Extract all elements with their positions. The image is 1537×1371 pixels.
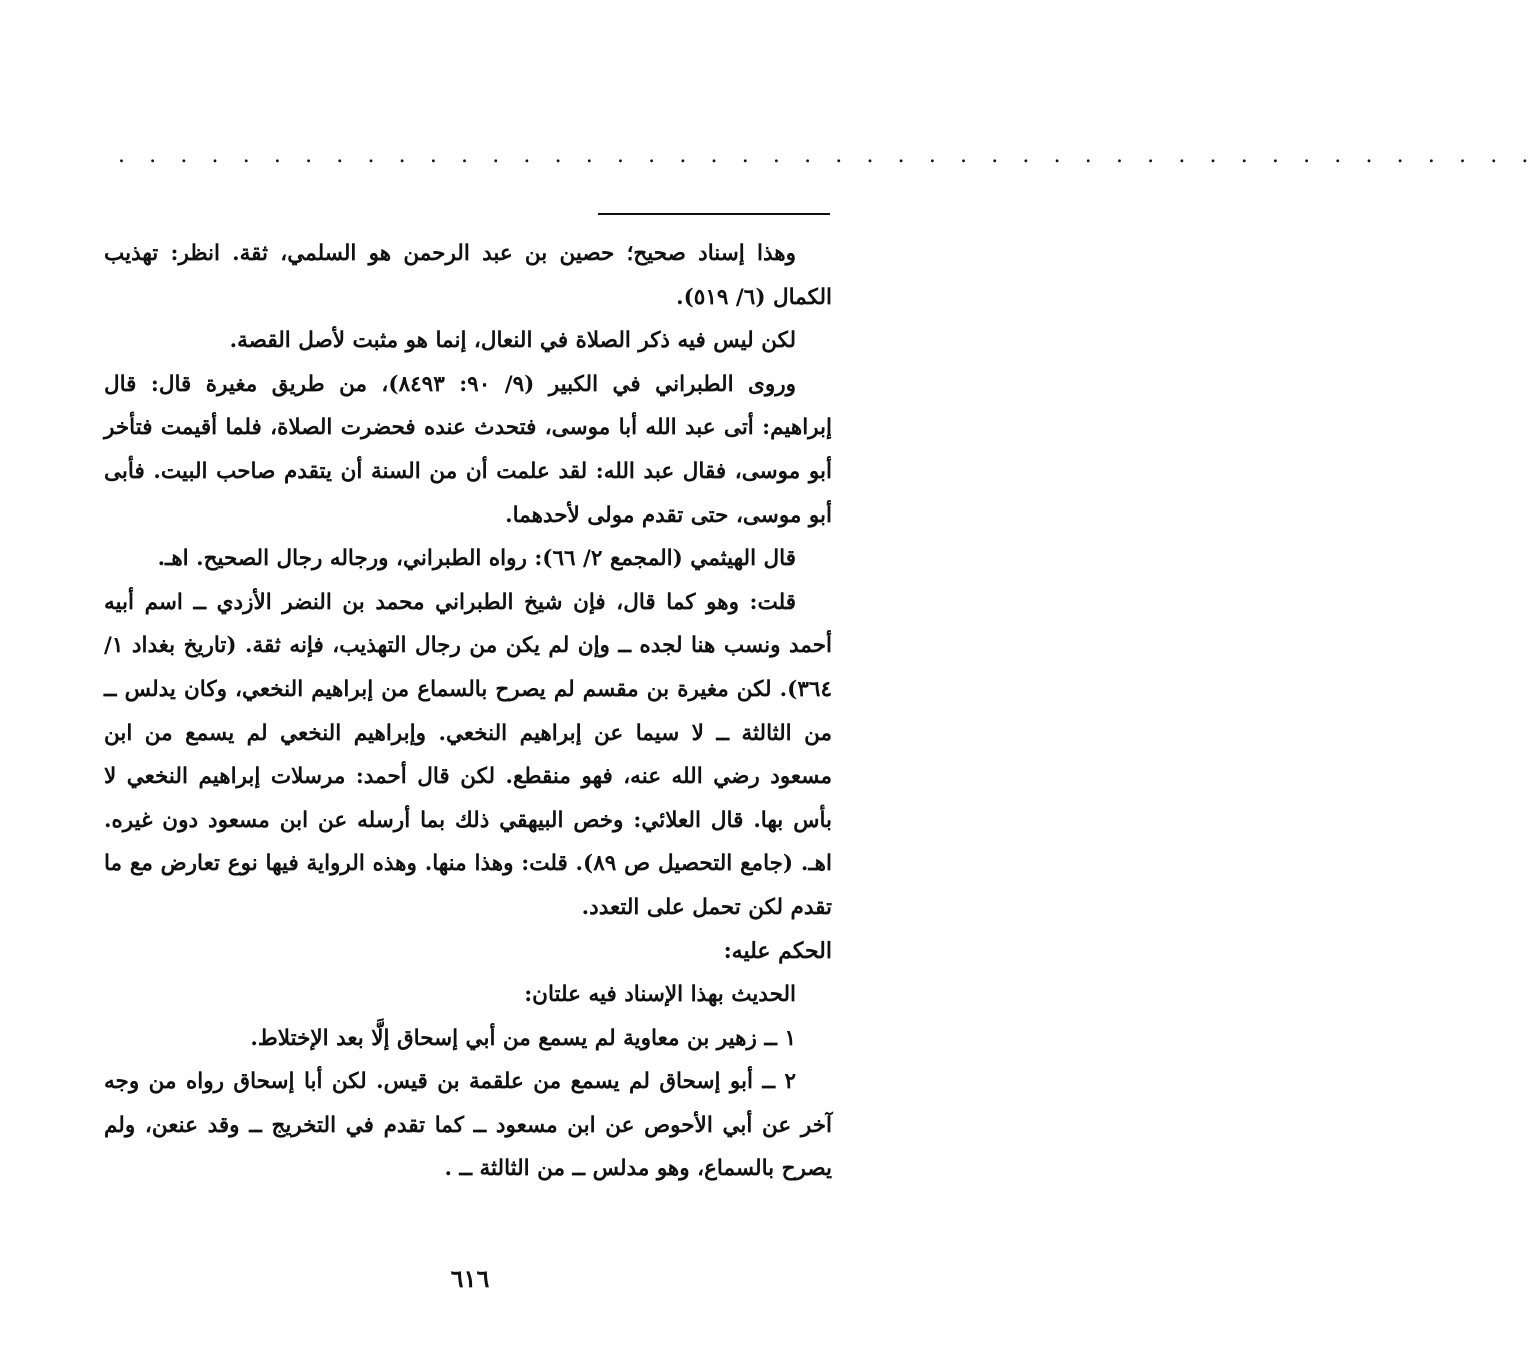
footnote-body	[104, 232, 832, 1191]
footnote-rule	[598, 213, 830, 215]
defect-item-2: ٢ ــ أبو إسحاق لم يسمع من علقمة بن قيس. لكن أبا إسحاق رواه من وجه آخر عن أبي الأحوص عن ابن مسعود ــ كما تقدم في التخريج ــ وقد عنعن، ولم يصرح بالسماع، وهو مدلس ــ من الثالثة ــ .	[104, 1069, 832, 1182]
paragraph-tabarani-narration: وروى الطبراني في الكبير (٩/ ٩٠: ٨٤٩٣)، من طريق مغيرة قال: قال إبراهيم: أتى عبد الله أبا موسى، فتحدث عنده فحضرت الصلاة، فلما أقيمت فتأخر أبو موسى، فقال عبد الله: لقد علمت أن من السنة أن يتقدم صاحب البيت. فأبى أبو موسى، حتى تقدم مولى لأحدهما.	[104, 371, 832, 528]
defect-item-1: ١ ــ زهير بن معاوية لم يسمع من أبي إسحاق إلَّا بعد الإختلاط.	[250, 1025, 796, 1051]
paragraph-isnad-sahih: وهذا إسناد صحيح؛ حصين بن عبد الرحمن هو السلمي، ثقة. انظر: تهذيب الكمال (٦/ ٥١٩).	[104, 241, 832, 310]
paragraph-no-prayer-mention: لكن ليس فيه ذكر الصلاة في النعال، إنما هو مثبت لأصل القصة.	[229, 328, 796, 354]
dotted-separator: . . . . . . . . . . . . . . . . . . . . . . . . . . . . . . . . . . . . . . . . . . . . . .	[118, 143, 1537, 168]
ruling-heading: الحكم عليه:	[723, 937, 832, 964]
paragraph-analysis: قلت: وهو كما قال، فإن شيخ الطبراني محمد بن النضر الأزدي ــ اسم أبيه أحمد ونسب هنا لجده ــ وإن لم يكن من رجال التهذيب، فإنه ثقة. (تاريخ بغداد ١/ ٣٦٤). لكن مغيرة بن مقسم لم يصرح بالسماع من إبراهيم النخعي، وكان يدلس ــ من الثالثة ــ لا سيما عن إبراهيم النخعي. وإبراهيم النخعي لم يسمع من ابن مسعود رضي الله عنه، فهو منقطع. لكن قال أحمد: مرسلات إبراهيم النخعي لا بأس بها. قال العلائي: وخص البيهقي ذلك بما أرسله عن ابن مسعود دون غيره. اهـ. (جامع التحصيل ص ٨٩). قلت: وهذا منها. وهذه الرواية فيها نوع تعارض مع ما تقدم لكن تحمل على التعدد.	[104, 589, 832, 920]
page-number: ٦١٦	[450, 1264, 490, 1293]
paragraph-haythami: قال الهيثمي (المجمع ٢/ ٦٦): رواه الطبراني، ورجاله رجال الصحيح. اهـ.	[157, 546, 796, 572]
paragraph-two-defects: الحديث بهذا الإسناد فيه علتان:	[524, 982, 796, 1008]
